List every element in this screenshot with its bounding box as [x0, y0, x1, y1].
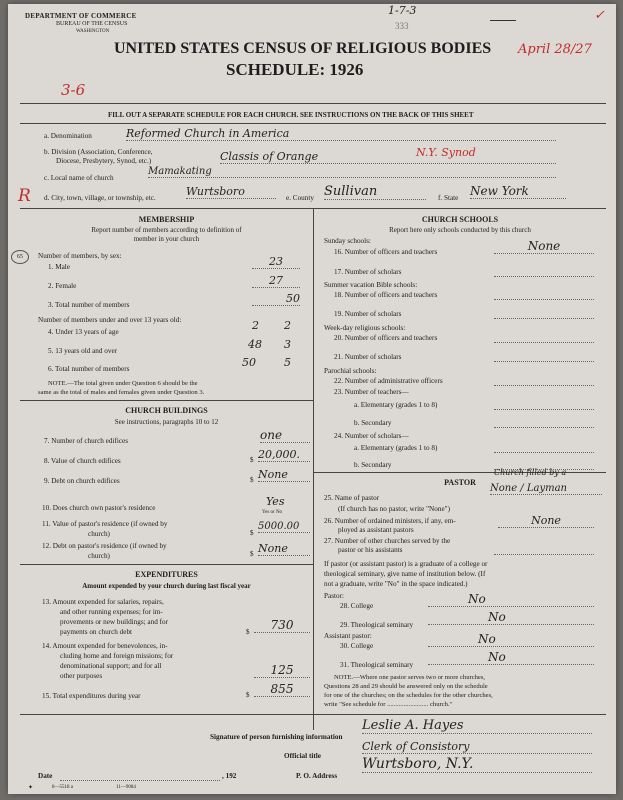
v26-assistant-pastors: None	[498, 514, 594, 528]
pastor-instruction-2: theological seminary, give name of institution below. (If	[324, 570, 486, 578]
q26-line-1: 26. Number of ordained ministers, if any, em-	[324, 517, 456, 525]
v6-total: 50	[242, 356, 256, 369]
stamp-number: 1-7-3	[388, 4, 417, 17]
date-blank	[60, 772, 220, 781]
v8-value-edifices: 20,000.	[258, 448, 310, 462]
state-value: New York	[470, 184, 566, 199]
q2-female: 2. Female	[48, 282, 77, 290]
v21-blank	[494, 353, 594, 362]
rule	[20, 123, 606, 124]
v24a-blank	[494, 444, 594, 453]
v4-under-13: 2	[252, 319, 259, 332]
signature-value: Leslie A. Hayes	[362, 718, 592, 734]
dollar-sign: $	[246, 628, 250, 636]
q26-line-2: ployed as assistant pastors	[338, 526, 414, 534]
q18-summer-officers: 18. Number of officers and teachers	[334, 291, 438, 299]
bureau-heading: BUREAU OF THE CENSUS	[56, 21, 128, 27]
signature-label: Signature of person furnishing information	[210, 733, 343, 741]
dollar-sign: $	[250, 476, 254, 484]
h-summer-schools: Summer vacation Bible schools:	[324, 281, 418, 289]
q3-total: 3. Total number of members	[48, 301, 130, 309]
v27-blank	[494, 546, 594, 555]
v25-note-top: Church filled by a	[494, 468, 567, 477]
county-value: Sullivan	[324, 184, 426, 200]
date-received: April 28/27	[518, 42, 592, 57]
v17-blank	[494, 268, 594, 277]
q1-male: 1. Male	[48, 263, 70, 271]
v25-name-pastor: None / Layman	[490, 483, 602, 495]
membership-note-1: NOTE.—The total given under Question 6 should be the	[48, 380, 198, 387]
v31-seminary	[428, 650, 594, 665]
v22-blank	[494, 377, 594, 386]
q11-value-residence-1: 11. Value of pastor's residence (if owned by	[42, 520, 168, 528]
q14-line-3: denominational support; and for all	[60, 662, 162, 670]
v5-13-and-over: 48	[248, 338, 262, 351]
q14-line-1: 14. Amount expended for benevolences, in-	[42, 642, 168, 650]
v12-debt-residence: None	[258, 542, 310, 556]
buildings-title: CHURCH BUILDINGS	[125, 406, 208, 415]
q-state: f. State	[438, 194, 459, 202]
expenditures-sub: Amount expended by your church during last fiscal year	[82, 582, 251, 590]
q13-line-3: provements or new buildings; and for	[60, 618, 168, 626]
v13-running-expenses: 730	[254, 618, 310, 633]
q12-debt-residence-2: church)	[88, 552, 110, 560]
rule	[20, 103, 606, 104]
q11-value-residence-2: church)	[88, 530, 110, 538]
dollar-sign: $	[250, 529, 254, 537]
q-members-by-sex: Number of members, by sex:	[38, 252, 122, 260]
membership-sub1: Report number of members according to definition of	[91, 226, 242, 234]
v2-female: 27	[252, 274, 300, 288]
v16-sunday-officers: None	[494, 239, 594, 254]
q14-line-2: cluding home and foreign missions; for	[60, 652, 174, 660]
q-denomination	[44, 132, 92, 140]
census-schedule-sheet	[8, 4, 616, 794]
q17-sunday-scholars: 17. Number of scholars	[334, 268, 402, 276]
star-mark: ✦	[28, 785, 34, 791]
city-heading: WASHINGTON	[76, 29, 110, 34]
red-checkmark: ✓	[594, 8, 605, 23]
v28-college	[428, 592, 594, 607]
q-county: e. County	[286, 194, 314, 202]
v15-total-expenditures: 855	[254, 682, 310, 697]
denomination-value: Reformed Church in America	[126, 127, 556, 141]
h-sunday-schools: Sunday schools:	[324, 237, 371, 245]
v23b-blank	[494, 419, 594, 428]
q13-line-1: 13. Amount expended for salaries, repairs,	[42, 598, 164, 606]
strike-mark	[490, 20, 516, 21]
q-city: d. City, town, village, or township, etc.	[44, 194, 156, 202]
q9-debt-edifices: 9. Debt on church edifices	[44, 477, 120, 485]
v20-blank	[494, 334, 594, 343]
q29-seminary: 29. Theological seminary	[340, 621, 414, 629]
expenditures-title: EXPENDITURES	[135, 570, 198, 579]
pastor-note-1: NOTE.—Where one pastor serves two or more churches,	[334, 674, 486, 681]
h-parochial-schools: Parochial schools:	[324, 367, 377, 375]
q23b-secondary: b. Secondary	[354, 419, 392, 427]
q10-owns-residence: 10. Does church own pastor's residence	[42, 504, 156, 512]
q22-admin-officers: 22. Number of administrative officers	[334, 377, 443, 385]
v6-total-alt: 5	[284, 356, 291, 369]
v4-under-13-alt: 2	[284, 319, 291, 332]
v10-owns-residence: Yes	[266, 495, 285, 508]
dollar-sign: $	[246, 691, 250, 699]
official-title-label: Official title	[284, 752, 321, 760]
pastor-instruction-1: If pastor (or assistant pastor) is a graduate of a college or	[324, 560, 488, 568]
h-pastor: Pastor:	[324, 592, 344, 600]
v9-debt-edifices: None	[258, 468, 310, 482]
q27-line-1: 27. Number of other churches served by the	[324, 537, 451, 545]
q13-line-2: and other running expenses; for im-	[60, 608, 163, 616]
v1-male: 23	[252, 255, 300, 269]
form-number: 8—5518 a	[52, 785, 73, 790]
v7-edifices: one	[260, 428, 310, 443]
q-division-1: b. Division (Association, Conference,	[44, 148, 153, 156]
local-name-value: Mamakating	[148, 166, 556, 178]
department-heading: DEPARTMENT OF COMMERCE	[25, 12, 137, 20]
q5-13-and-over: 5. 13 years old and over	[48, 347, 118, 355]
form-number-2: 11—9084	[116, 785, 136, 790]
q24a-elementary: a. Elementary (grades 1 to 8)	[354, 444, 438, 452]
schedule-year: SCHEDULE: 1926	[226, 60, 364, 79]
date-year: , 192	[222, 772, 237, 780]
schools-title: CHURCH SCHOOLS	[421, 215, 499, 224]
pastor-title: PASTOR	[444, 478, 476, 487]
v11-value-residence: 5000.00	[258, 521, 310, 533]
q15-total: 15. Total expenditures during year	[42, 692, 141, 700]
rule	[20, 400, 313, 401]
column-divider	[313, 208, 314, 730]
pastor-note-3: for one of the churches; on the schedules for the other churches,	[324, 692, 493, 699]
q-division-2: Diocese, Presbytery, Synod, etc.)	[56, 157, 152, 165]
official-title-value: Clerk of Consistory	[362, 740, 592, 754]
q28-college: 28. College	[340, 602, 374, 610]
q12-debt-residence-1: 12. Debt on pastor's residence (if owned by	[42, 542, 167, 550]
stamp-code: 333	[395, 21, 409, 31]
po-address-label: P. O. Address	[296, 772, 338, 780]
q14-line-4: other purposes	[60, 672, 103, 680]
instruction-line: FILL OUT A SEPARATE SCHEDULE FOR EACH CHURCH. SEE INSTRUCTIONS ON THE BACK OF THIS SHEET	[108, 111, 474, 119]
q19-summer-scholars: 19. Number of scholars	[334, 310, 402, 318]
q-local-name: c. Local name of church	[44, 174, 114, 182]
dollar-sign: $	[250, 550, 254, 558]
q31-seminary: 31. Theological seminary	[340, 661, 414, 669]
q-members-by-age: Number of members under and over 13 years old:	[38, 316, 182, 324]
q4-under-13: 4. Under 13 years of age	[48, 328, 119, 336]
h-assistant-pastor: Assistant pastor:	[324, 632, 372, 640]
q30-college: 30. College	[340, 642, 374, 650]
red-mark-36: 3-6	[61, 81, 86, 99]
q16-sunday-officers: 16. Number of officers and teachers	[334, 248, 438, 256]
rule	[20, 564, 313, 565]
q8-value-edifices: 8. Value of church edifices	[44, 457, 121, 465]
membership-title: MEMBERSHIP	[138, 215, 195, 224]
v30-college	[428, 632, 594, 647]
q23a-elementary: a. Elementary (grades 1 to 8)	[354, 401, 438, 409]
q25-hint: (If church has no pastor, write "None")	[338, 505, 450, 513]
po-address-value: Wurtsboro, N.Y.	[362, 756, 592, 773]
buildings-sub: See instructions, paragraphs 10 to 12	[114, 418, 219, 426]
circled-number: 65	[11, 250, 29, 264]
date-label: Date	[38, 772, 53, 780]
h-weekday-schools: Week-day religious schools:	[324, 324, 406, 332]
pastor-instruction-3: not a graduate, write "No" in the space indicated.)	[324, 580, 468, 588]
q24b-secondary: b. Secondary	[354, 461, 392, 469]
q27-line-2: pastor or his assistants	[338, 546, 403, 554]
q25-name-pastor: 25. Name of pastor	[324, 494, 380, 502]
schools-sub: Report here only schools conducted by this church	[389, 226, 531, 234]
v18-blank	[494, 291, 594, 300]
dollar-sign: $	[250, 456, 254, 464]
q20-weekday-officers: 20. Number of officers and teachers	[334, 334, 438, 342]
v31-value: No	[488, 650, 506, 664]
yes-no-hint: Yes or No	[262, 510, 283, 515]
v3-total: 50	[252, 292, 300, 306]
city-value: Wurtsboro	[186, 185, 276, 199]
q6-total: 6. Total number of members	[48, 365, 130, 373]
pastor-note-4: write "See schedule for ......................... church."	[324, 701, 453, 708]
membership-sub2: member in your church	[133, 235, 200, 243]
form-title: UNITED STATES CENSUS OF RELIGIOUS BODIES	[114, 40, 492, 57]
q13-line-4: payments on church debt	[60, 628, 133, 636]
v23a-blank	[494, 401, 594, 410]
v19-blank	[494, 310, 594, 319]
v28-value: No	[468, 592, 486, 606]
label: a. Denomination	[44, 132, 92, 140]
v29-value: No	[488, 610, 506, 624]
membership-note-2: same as the total of males and females given under Question 3.	[38, 389, 205, 396]
v14-benevolences: 125	[254, 663, 310, 678]
division-value: Classis of Orange	[220, 150, 556, 164]
v5-13-and-over-alt: 3	[284, 338, 291, 351]
v29-seminary	[428, 610, 594, 625]
pastor-note-2: Questions 28 and 29 should be answered only on the schedule	[324, 683, 488, 690]
v30-value: No	[478, 632, 496, 646]
q24-scholars: 24. Number of scholars—	[334, 432, 409, 440]
rule	[20, 714, 606, 715]
q7-edifices: 7. Number of church edifices	[44, 437, 129, 445]
q21-weekday-scholars: 21. Number of scholars	[334, 353, 402, 361]
red-mark-r: R	[18, 186, 31, 206]
q23-teachers: 23. Number of teachers—	[334, 388, 409, 396]
red-synod-note: N.Y. Synod	[416, 146, 476, 159]
